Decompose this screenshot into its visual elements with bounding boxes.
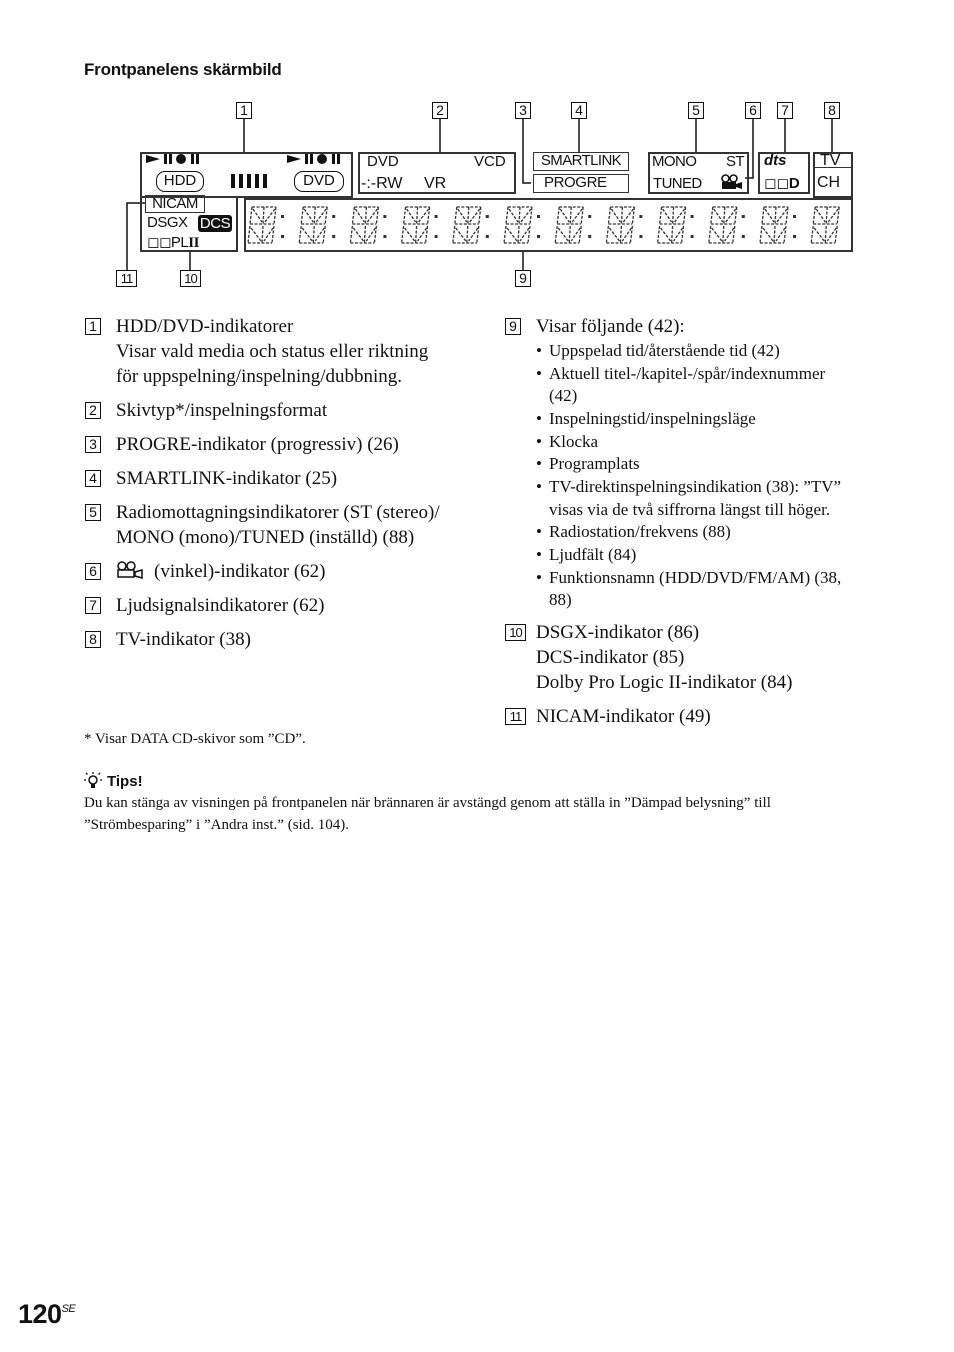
tuned-indicator: TUNED bbox=[653, 175, 702, 192]
display-feature-item bbox=[536, 340, 780, 363]
dcs-indicator: DCS bbox=[199, 215, 231, 232]
bullet-icon: • bbox=[536, 544, 542, 564]
segment-digit bbox=[555, 207, 591, 243]
bullet-icon: • bbox=[536, 408, 542, 428]
display-feature-item bbox=[549, 589, 572, 612]
bullet-text: Funktionsnamn (HDD/DVD/FM/AM) (38, bbox=[549, 567, 842, 587]
entry-line: NICAM-indikator (49) bbox=[536, 706, 711, 727]
display-feature-item bbox=[549, 385, 577, 408]
tips-title: Tips! bbox=[107, 773, 143, 790]
bullet-icon: • bbox=[536, 431, 542, 451]
bullet-text: (42) bbox=[549, 386, 578, 406]
segment-digit bbox=[709, 207, 745, 243]
dolby-dd-icon: ◻◻ bbox=[147, 234, 171, 251]
entry-number: 2 bbox=[85, 402, 101, 419]
progre-indicator: PROGRE bbox=[533, 174, 629, 193]
page-number-value: 120 bbox=[18, 1299, 62, 1329]
dolby-dd-icon: ◻◻ bbox=[764, 175, 789, 192]
entry-line: Ljudsignalsindikatorer (62) bbox=[116, 595, 325, 616]
tips-text bbox=[84, 792, 771, 836]
bullet-icon: • bbox=[536, 476, 542, 496]
entry-number: 7 bbox=[85, 597, 101, 614]
entry-number: 3 bbox=[85, 436, 101, 453]
pl-label: PL bbox=[170, 234, 189, 251]
display-feature-item bbox=[536, 363, 825, 386]
segment-digit bbox=[504, 207, 540, 243]
entry-line: DCS-indikator (85) bbox=[536, 647, 685, 668]
dsgx-indicator: DSGX bbox=[147, 214, 188, 231]
bullet-text: Ljudfält (84) bbox=[549, 544, 637, 564]
entry-line: Visar följande (42): bbox=[536, 316, 685, 337]
display-feature-item bbox=[536, 431, 598, 454]
dts-logo-icon: dts bbox=[764, 152, 787, 169]
play-pause-rec-icon bbox=[146, 152, 212, 166]
callout-6: 6 bbox=[745, 102, 761, 119]
entry-text bbox=[116, 500, 440, 550]
entry-text bbox=[536, 620, 792, 695]
entry-line: PROGRE-indikator (progressiv) (26) bbox=[116, 434, 399, 455]
dvd-indicator: DVD bbox=[294, 171, 344, 192]
callout-7: 7 bbox=[777, 102, 793, 119]
front-panel-diagram bbox=[0, 0, 954, 300]
entry-number: 10 bbox=[505, 624, 526, 641]
bullet-text: TV-direktinspelningsindikation (38): ”TV” bbox=[549, 476, 842, 496]
smartlink-indicator: SMARTLINK bbox=[533, 152, 629, 171]
callout-10: 10 bbox=[180, 270, 201, 287]
page-heading: Frontpanelens skärmbild bbox=[84, 60, 282, 79]
entry-text bbox=[536, 314, 685, 339]
bullet-icon: • bbox=[536, 454, 542, 474]
mono-indicator: MONO bbox=[652, 153, 697, 170]
segment-digit bbox=[402, 207, 438, 243]
entry-number: 5 bbox=[85, 504, 101, 521]
entry-line: Visar vald media och status eller riktning bbox=[116, 341, 429, 362]
entry-number: 4 bbox=[85, 470, 101, 487]
display-feature-item bbox=[549, 499, 830, 522]
entry-number: 8 bbox=[85, 631, 101, 648]
display-feature-item bbox=[536, 567, 841, 590]
footnote: * Visar DATA CD-skivor som ”CD”. bbox=[84, 731, 306, 747]
display-feature-item bbox=[536, 453, 640, 476]
segment-digit bbox=[248, 207, 284, 243]
entry-text bbox=[116, 432, 399, 457]
entry-line: MONO (mono)/TUNED (inställd) (88) bbox=[116, 527, 415, 548]
segment-digit bbox=[350, 207, 386, 243]
transfer-bars-icon bbox=[231, 172, 271, 190]
tips-line: Du kan stänga av visningen på frontpanelen när brännaren är avstängd genom att ställa in ”Dämpad belysning” till bbox=[84, 795, 771, 811]
tip-lightbulb-icon bbox=[84, 772, 102, 790]
disc-dvd-label: DVD bbox=[367, 153, 399, 170]
callout-1: 1 bbox=[236, 102, 252, 119]
segment-digit bbox=[658, 207, 694, 243]
entry-text bbox=[116, 593, 324, 618]
callout-3: 3 bbox=[515, 102, 531, 119]
display-feature-item bbox=[536, 476, 841, 499]
camera-angle-icon bbox=[720, 174, 744, 190]
tv-indicator: TV bbox=[820, 152, 841, 169]
display-feature-item bbox=[536, 544, 636, 567]
bullet-icon: • bbox=[536, 341, 542, 360]
bullet-text: Klocka bbox=[549, 431, 599, 451]
pro-logic-indicator bbox=[147, 233, 199, 252]
bullet-text: visas via de två siffrorna längst till höger. bbox=[549, 499, 831, 519]
camera-angle-icon bbox=[116, 561, 146, 579]
entry-number: 9 bbox=[505, 318, 521, 335]
entry-line: för uppspelning/inspelning/dubbning. bbox=[116, 366, 403, 387]
segment-digit bbox=[760, 207, 796, 243]
disc-vcd-label: VCD bbox=[474, 153, 506, 170]
page-suffix: SE bbox=[61, 1303, 76, 1315]
entry-line: Dolby Pro Logic II-indikator (84) bbox=[536, 672, 793, 693]
entry-line: SMARTLINK-indikator (25) bbox=[116, 468, 338, 489]
entry-text bbox=[116, 466, 337, 491]
segment-digits bbox=[244, 198, 853, 252]
bullet-icon: • bbox=[536, 567, 542, 587]
display-feature-item bbox=[536, 408, 756, 431]
callout-lines bbox=[0, 0, 954, 300]
entry-number: 11 bbox=[505, 708, 526, 725]
entry-line: Skivtyp*/inspelningsformat bbox=[116, 400, 328, 421]
bullet-text: 88) bbox=[549, 590, 572, 610]
entry-line: (vinkel)-indikator (62) bbox=[154, 561, 326, 582]
page-number bbox=[18, 1299, 75, 1330]
entry-line: Radiomottagningsindikatorer (ST (stereo)/ bbox=[116, 502, 440, 523]
disc-rw-label: -:-RW bbox=[361, 175, 403, 192]
segment-digit bbox=[299, 207, 335, 243]
segment-digit bbox=[453, 207, 489, 243]
ch-indicator: CH bbox=[817, 174, 841, 191]
entry-line: TV-indikator (38) bbox=[116, 629, 251, 650]
callout-4: 4 bbox=[571, 102, 587, 119]
callout-11: 11 bbox=[116, 270, 137, 287]
bullet-text: Aktuell titel-/kapitel-/spår/indexnummer bbox=[549, 363, 826, 383]
callout-9: 9 bbox=[515, 270, 531, 287]
callout-5: 5 bbox=[688, 102, 704, 119]
entry-text bbox=[116, 398, 327, 423]
bullet-text: Radiostation/frekvens (88) bbox=[549, 522, 731, 542]
callout-2: 2 bbox=[432, 102, 448, 119]
bullet-text: Inspelningstid/inspelningsläge bbox=[549, 408, 756, 428]
play-pause-rec-icon bbox=[287, 152, 353, 166]
entry-number: 1 bbox=[85, 318, 101, 335]
tips-line: ”Strömbesparing” i ”Andra inst.” (sid. 104). bbox=[84, 817, 349, 833]
entry-line: HDD/DVD-indikatorer bbox=[116, 316, 294, 337]
bullet-text: Uppspelad tid/återstående tid (42) bbox=[549, 341, 780, 360]
entry-text bbox=[536, 704, 711, 729]
bullet-text: Programplats bbox=[549, 454, 640, 474]
bullet-icon: • bbox=[536, 522, 542, 542]
dolby-digital-indicator bbox=[764, 174, 800, 192]
entry-number: 6 bbox=[85, 563, 101, 580]
hdd-indicator: HDD bbox=[156, 171, 204, 192]
dolby-d-label: D bbox=[788, 175, 800, 192]
entry-line: DSGX-indikator (86) bbox=[536, 622, 700, 643]
bullet-icon: • bbox=[536, 363, 542, 383]
nicam-indicator: NICAM bbox=[145, 195, 205, 213]
entry-line bbox=[116, 559, 325, 584]
entry-text bbox=[116, 559, 325, 584]
segment-digit bbox=[606, 207, 642, 243]
plii-label: II bbox=[188, 235, 199, 251]
callout-8: 8 bbox=[824, 102, 840, 119]
stereo-indicator: ST bbox=[726, 153, 744, 170]
display-feature-item bbox=[536, 521, 731, 544]
segment-digit bbox=[811, 207, 839, 243]
entry-text bbox=[116, 314, 428, 389]
entry-text bbox=[116, 627, 251, 652]
disc-vr-label: VR bbox=[424, 175, 447, 192]
